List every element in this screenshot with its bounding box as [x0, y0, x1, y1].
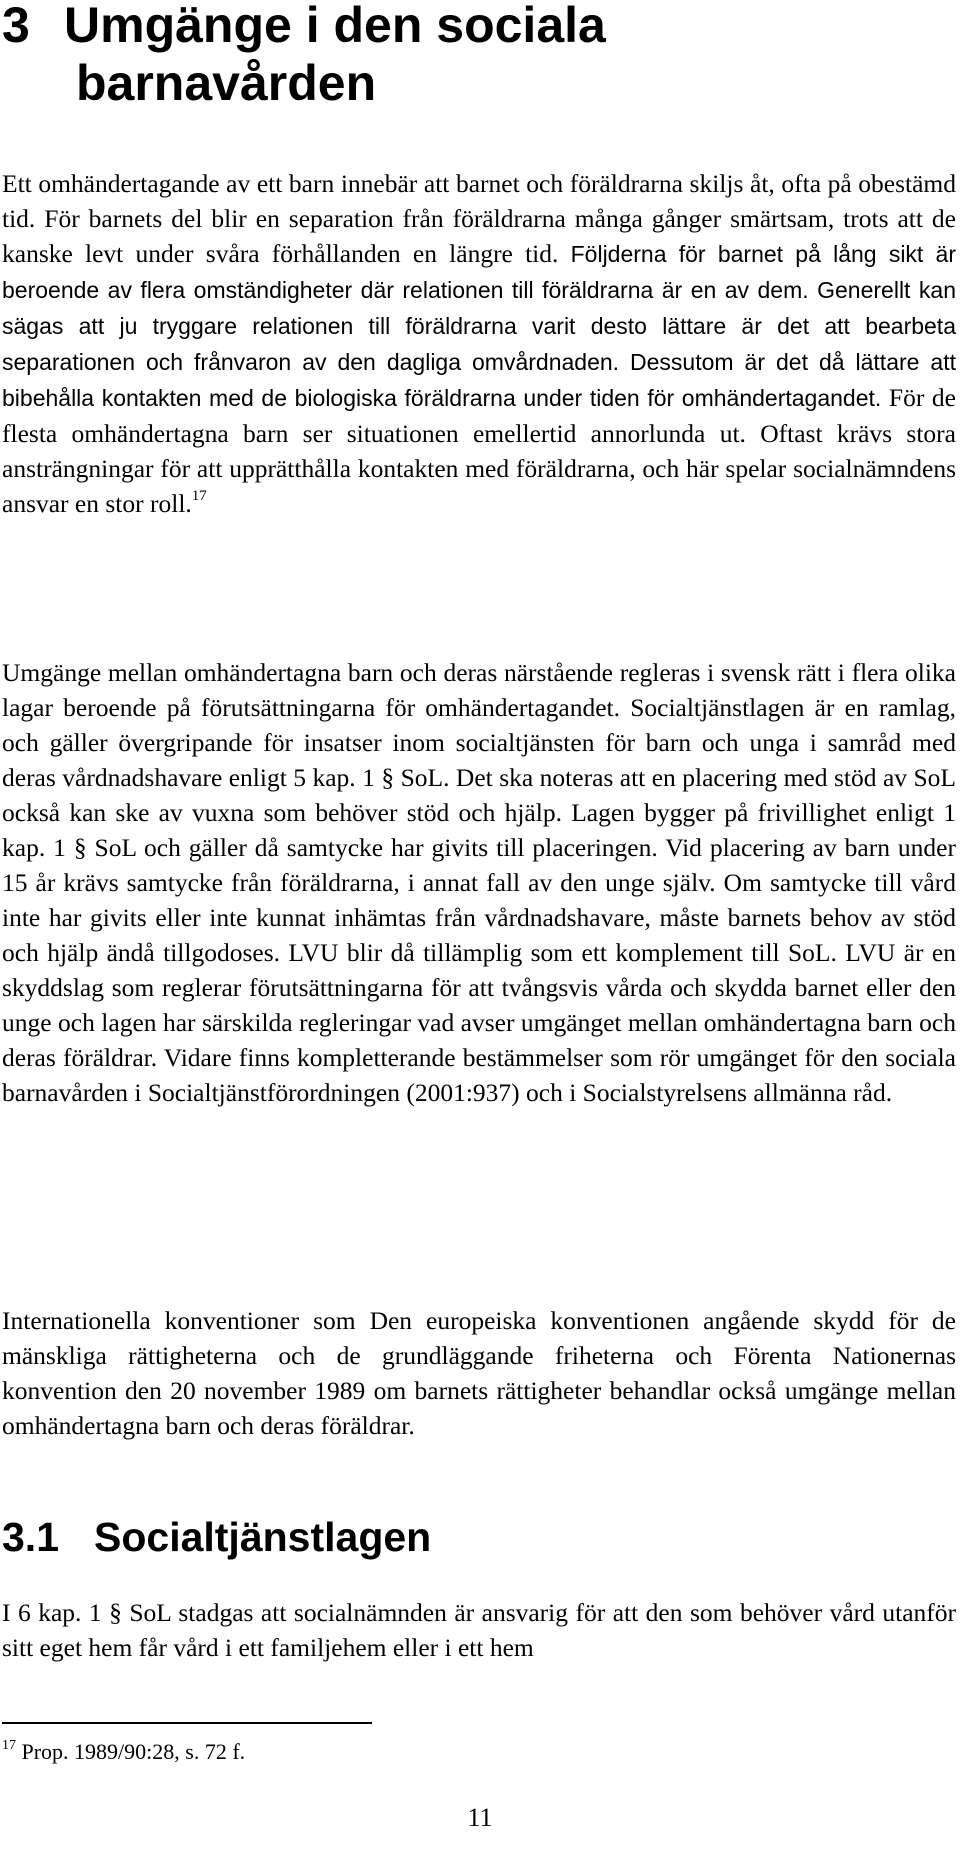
chapter-heading [2, 0, 902, 112]
paragraph-1-part-a: Ett omhändertagande av ett barn innebär att barnet och föräldrarna skiljs åt, ofta på obestämd tid. För barnets del blir en separation från föräldrarna många gånger smärtsam, trots att de kanske levt under svåra förhållanden en längre tid. [2, 169, 956, 268]
chapter-title-line1: Umgänge i den sociala [64, 0, 606, 53]
footnote-divider [2, 1722, 372, 1724]
footnote-reference[interactable]: 17 [191, 488, 207, 504]
paragraph-1 [2, 166, 956, 521]
section-title: Socialtjänstlagen [94, 1514, 432, 1560]
section-heading [2, 1512, 431, 1562]
footnote [2, 1738, 245, 1766]
chapter-title-line2: barnavården [76, 55, 377, 111]
section-number: 3.1 [2, 1514, 59, 1560]
page-number: 11 [467, 1803, 493, 1832]
footnote-text: Prop. 1989/90:28, s. 72 f. [21, 1739, 246, 1764]
chapter-number: 3 [2, 0, 30, 53]
paragraph-1-part-b: Följderna för barnet på lång sikt är beroende av flera omständigheter där relationen till föräldrarna är en av dem. Generellt kan sägas att ju tryggare relationen till föräldrarna varit desto lättare är det att bearbeta separationen och frånvaron av den dagliga omvårdnaden. Dessutom är det då lättare att bibehålla kontakten med de biologiska föräldrarna under tiden för omhändertagandet. [2, 241, 957, 411]
paragraph-4: I 6 kap. 1 § SoL stadgas att socialnämnden är ansvarig för att den som behöver vård utanför sitt eget hem får vård i ett familjehem eller i ett hem [2, 1598, 956, 1662]
paragraph-1-part-c: För de flesta omhändertagna barn ser situationen emellertid annorlunda ut. Oftast krävs stora ansträngningar för att upprätthålla kontakten med föräldrarna, och här spelar socialnämndens ansvar en stor roll. [2, 383, 956, 518]
paragraph-3: Internationella konventioner som Den europeiska konventionen angående skydd för de mänskliga rättigheterna och de grundläggande friheterna och Förenta Nationernas konvention den 20 november 1989 om barnets rättigheter behandlar också umgänge mellan omhändertagna barn och deras föräldrar. [2, 1306, 956, 1440]
paragraph-2: Umgänge mellan omhändertagna barn och deras närstående regleras i svensk rätt i flera olika lagar beroende på förutsättningarna för omhändertagandet. Socialtjänstlagen är en ramlag, och gäller övergripande för insatser inom socialtjänsten för barn och unga i samråd med deras vårdnadshavare enligt 5 kap. 1 § SoL. Det ska noteras att en placering med stöd av SoL också kan ske av vuxna som behöver stöd och hjälp. Lagen bygger på frivillighet enligt 1 kap. 1 § SoL och gäller då samtycke har givits till placeringen. Vid placering av barn under 15 år krävs samtycke från föräldrarna, i annat fall av den unge själv. Om samtycke till vård inte har givits eller inte kunnat inhämtas från vårdnadshavare, måste barnets behov av stöd och hjälp ändå tillgodoses. LVU blir då tillämplig som ett komplement till SoL. LVU är en skyddslag som reglerar förutsättningarna för att tvångsvis vårda och skydda barnet eller den unge och lagen har särskilda regleringar vad avser umgänget mellan omhändertagna barn och deras föräldrar. Vidare finns kompletterande bestämmelser som rör umgänget för den sociala barnavården i Socialtjänstförordningen (2001:937) och i Socialstyrelsens allmänna råd. [2, 658, 956, 1107]
footnote-number: 17 [2, 1738, 16, 1753]
